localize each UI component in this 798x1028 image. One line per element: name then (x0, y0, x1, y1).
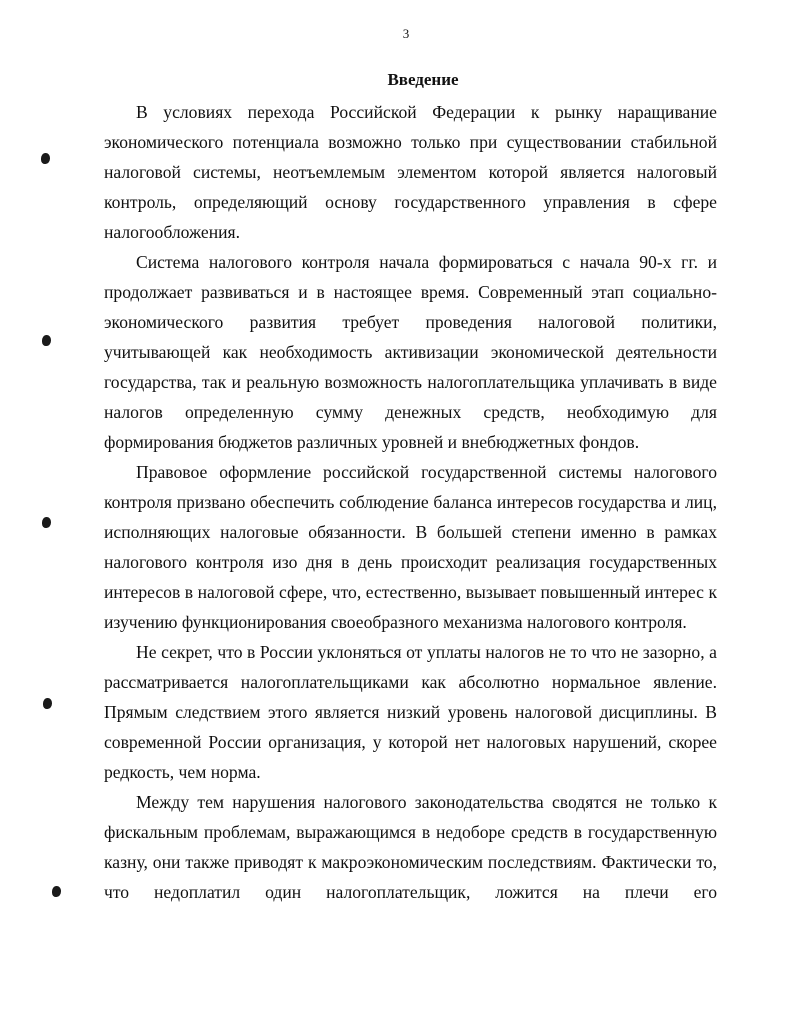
section-heading: Введение (387, 70, 459, 89)
binder-hole-mark (41, 153, 50, 164)
paragraph: Правовое оформление российской государственной системы налогового контроля призвано обеспечить соблюдение баланса интересов государства и лиц, исполняющих налоговые обязанности. В большей степени именно в рамках налогового контроля изо дня в день происходит реализация государственных интересов в налоговой сфере, что, естественно, вызывает повышенный интерес к изучению функционирования своеобразного механизма налогового контроля. (104, 462, 717, 632)
paragraph: Система налогового контроля начала формироваться с начала 90-х гг. и продолжает развиваться и в настоящее время. Современный этап социально-экономического развития требует проведения налоговой политики, учитывающей как необходимость активизации экономической деятельности государства, так и реальную возможность налогоплательщика уплачивать в виде налогов определенную сумму денежных средств, необходимую для формирования бюджетов различных уровней и внебюджетных фондов. (104, 252, 717, 452)
document-body (104, 97, 717, 907)
paragraph: В условиях перехода Российской Федерации к рынку наращивание экономического потенциала возможно только при существовании стабильной налоговой системы, неотъемлемым элементом которой является налоговый контроль, определяющий основу государственного управления в сфере налогообложения. (104, 102, 717, 242)
page-number: 3 (402, 26, 410, 41)
binder-hole-mark (52, 886, 61, 897)
binder-hole-mark (43, 698, 52, 709)
paragraph: Не секрет, что в России уклоняться от уплаты налогов не то что не зазорно, а рассматривается налогоплательщиками как абсолютно нормальное явление. Прямым следствием этого является низкий уровень налоговой дисциплины. В современной России организация, у которой нет налоговых нарушений, скорее редкость, чем норма. (104, 642, 717, 782)
binder-hole-mark (42, 517, 51, 528)
binder-hole-mark (42, 335, 51, 346)
paragraph: Между тем нарушения налогового законодательства сводятся не только к фискальным проблемам, выражающимся в недоборе средств в государственную казну, они также приводят к макроэкономическим последствиям. Фактически то, что недоплатил один налогоплательщик, ложится на плечи его (104, 792, 717, 902)
